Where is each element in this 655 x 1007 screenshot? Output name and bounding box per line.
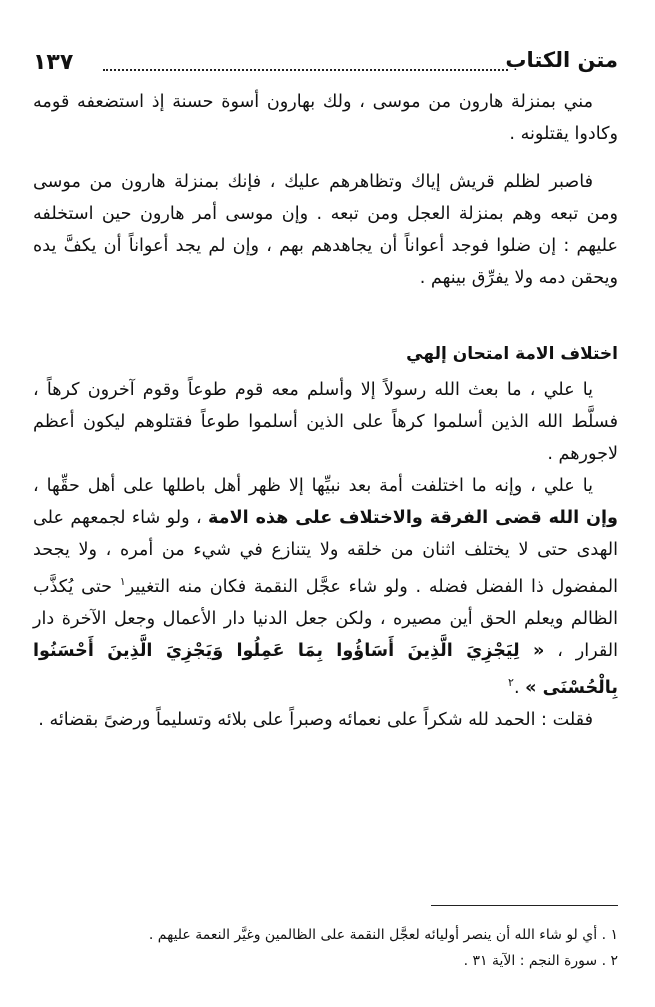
footnote-1: ١ . أي لو شاء الله أن ينصر أوليائه لعجَّل النقمة على الظالمين وغيَّر النعمة عليهم . — [148, 927, 618, 943]
header-dotted-leader — [103, 69, 508, 71]
paragraph-gap — [33, 150, 618, 166]
footnotes — [33, 922, 618, 974]
paragraph-1: مني بمنزلة هارون من موسى ، ولك بهارون أسوة حسنة إذ استضعفه قومه وكادوا يقتلونه . — [33, 92, 618, 144]
footnote-ref-1[interactable]: ١ — [119, 575, 126, 588]
quran-quote: « لِيَجْزِيَ الَّذِينَ أَسَاؤُوا بِمَا عَمِلُوا وَيَجْزِيَ الَّذِينَ أَحْسَنُوا بِالْحُسْنَى » — [33, 640, 618, 698]
paragraph-4-emphasis: وإن الله قضى الفرقة والاختلاف على هذه الامة — [208, 508, 618, 528]
section-heading: اختلاف الامة امتحان إلهي — [406, 344, 618, 364]
page-number: ١٣٧ — [33, 50, 74, 75]
footnote-2: ٢ . سورة النجم : الآية ٣١ . — [463, 953, 618, 969]
paragraph-2: فاصبر لظلم قريش إياك وتظاهرهم عليك ، فإنك بمنزلة هارون من موسى ومن تبعه وهم بمنزلة العجل ومن تبعه . وإن موسى أمر هارون حين استخلفه عليهم : إن ضلوا فوجد أعواناً أن يجاهدهم بهم ، وإن لم يجد أعواناً أن يكفَّ يده ويحقن دمه ولا يفرِّق بينهم . — [33, 172, 618, 288]
footnote-ref-2[interactable]: ٢ — [508, 675, 514, 689]
main-text — [33, 86, 618, 736]
paragraph-4-part-b: ، ولو شاء لجمعهم على الهدى حتى لا يختلف اثنان من خلقه ولا يتنازع في شيء من أمره ، ولا يجحد المفضول ذا الفضل فضله . ولو شاء عجَّل النقمة فكان منه التغيير — [33, 508, 618, 597]
paragraph-4 — [33, 470, 618, 704]
paragraph-4-part-a: يا علي ، وإنه ما اختلفت أمة بعد نبيِّها إلا ظهر أهل باطلها على أهل حقِّها ، — [33, 476, 593, 496]
paragraph-5: فقلت : الحمد لله شكراً على نعمائه وصبراً على بلائه وتسليماً ورضىً بقضائه . — [38, 709, 593, 730]
paragraph-4-part-c: حتى يُكذَّب الظالم ويعلم الحق أين مصيره ، ولكن جعل الدنيا دار الأعمال وجعل الآخرة دار القرار ، — [33, 576, 619, 661]
running-title: متن الكتاب — [505, 48, 618, 72]
page-header — [33, 42, 618, 78]
section-gap — [33, 294, 618, 338]
paragraph-4-part-d: . — [513, 677, 526, 698]
paragraph-3: يا علي ، ما بعث الله رسولاً إلا وأسلم معه قوم طوعاً وقوم آخرون كرهاً ، فسلَّط الله الذين أسلموا كرهاً على الذين أسلموا طوعاً فقتلوهم ليكون أعظم لاجورهم . — [33, 380, 618, 464]
footnote-separator — [431, 905, 618, 906]
